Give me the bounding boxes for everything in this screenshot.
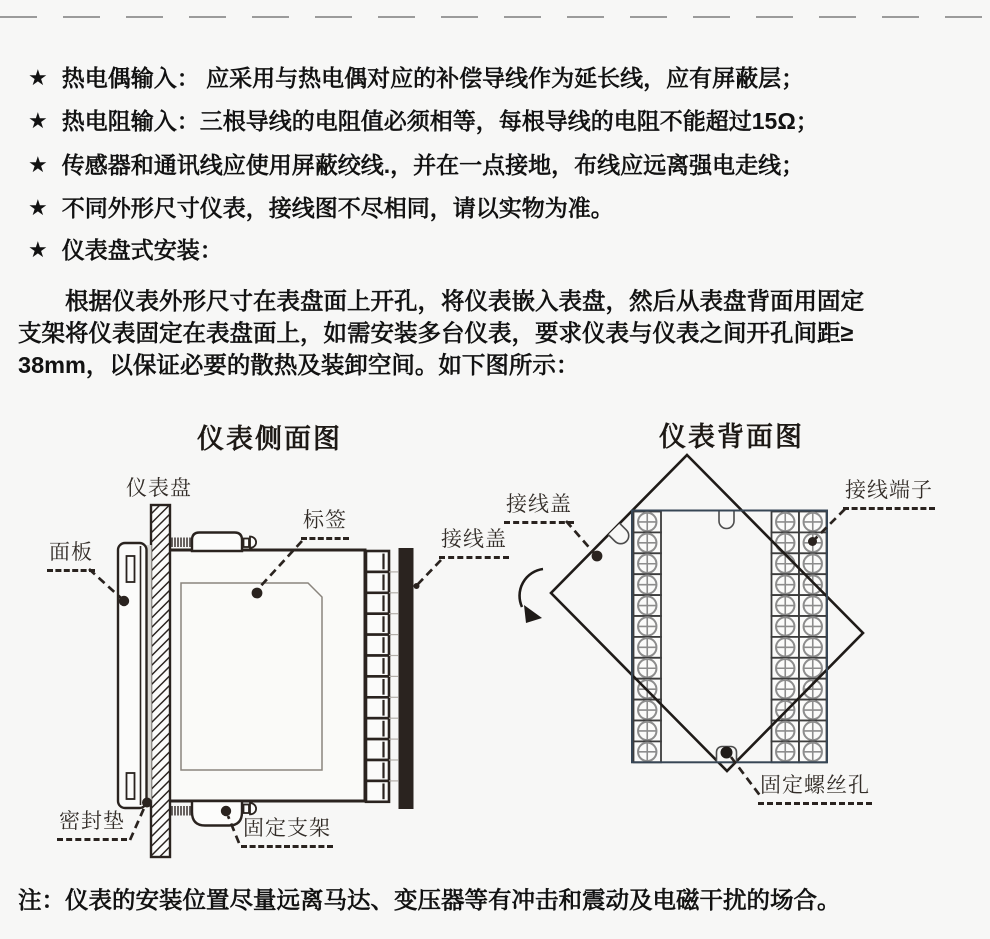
top-bracket <box>172 533 256 552</box>
note-text: 仪表盘式安装： <box>61 237 223 263</box>
paragraph-line: 支架将仪表固定在表盘面上，如需安装多台仪表，要求仪表与仪表之间开孔间距≥ <box>18 320 854 346</box>
fixing-screw-hole <box>721 747 733 759</box>
label-text: 面板 <box>47 541 95 572</box>
label-front-panel <box>47 541 95 572</box>
front-bezel <box>118 543 147 808</box>
star-bullet-icon: ★ <box>28 152 48 177</box>
label-wiring-cover-back <box>504 493 574 524</box>
label-text: 标签 <box>301 509 349 540</box>
label-panel-board <box>126 477 192 501</box>
side-view-drawing <box>89 505 441 857</box>
paragraph-line: 根据仪表外形尺寸在表盘面上开孔，将仪表嵌入表盘，然后从表盘背面用固定 <box>65 288 864 314</box>
side-view-title: 仪表侧面图 <box>197 424 342 454</box>
side-terminal-strip <box>366 551 398 802</box>
note-text: 热电偶输入： 应采用与热电偶对应的补偿导线作为延长线，应有屏蔽层； <box>61 65 805 91</box>
back-terminal-columns <box>634 512 827 763</box>
footnote: 注：仪表的安装位置尽量远离马达、变压器等有冲击和震动及电磁干扰的场合。 <box>18 887 841 913</box>
label-text: 接线盖 <box>504 493 574 524</box>
star-bullet-icon: ★ <box>28 108 48 133</box>
top-notch <box>719 511 734 529</box>
label-terminals <box>843 479 935 510</box>
note-text: 不同外形尺寸仪表，接线图不尽相同，请以实物为准。 <box>61 195 614 221</box>
rotation-arrow-icon <box>520 569 543 623</box>
label-text: 固定螺丝孔 <box>758 774 872 805</box>
star-bullet-icon: ★ <box>28 237 48 262</box>
label-text: 接线盖 <box>439 528 509 559</box>
label-sticker <box>301 509 349 540</box>
wiring-cover-bar <box>399 548 414 809</box>
label-text: 接线端子 <box>843 479 935 510</box>
label-text: 固定支架 <box>241 817 333 848</box>
back-view-title: 仪表背面图 <box>659 422 804 452</box>
label-wiring-cover-side <box>439 528 509 559</box>
label-bracket <box>241 817 333 848</box>
edge-notch <box>608 523 632 547</box>
note-text: 传感器和通讯线应使用屏蔽绞线.，并在一点接地，布线应远离强电走线； <box>61 152 805 178</box>
note-text: 热电阻输入：三根导线的电阻值必须相等，每根导线的电阻不能超过15Ω； <box>61 108 819 134</box>
panel-hatch <box>151 505 170 857</box>
label-gasket <box>57 810 127 841</box>
label-text: 仪表盘 <box>126 477 192 500</box>
label-text: 密封垫 <box>57 810 127 841</box>
paragraph-line: 38mm，以保证必要的散热及装卸空间。如下图所示： <box>18 352 580 378</box>
label-screw-hole <box>758 774 872 805</box>
star-bullet-icon: ★ <box>28 65 48 90</box>
star-bullet-icon: ★ <box>28 195 48 220</box>
case-body <box>152 550 365 801</box>
